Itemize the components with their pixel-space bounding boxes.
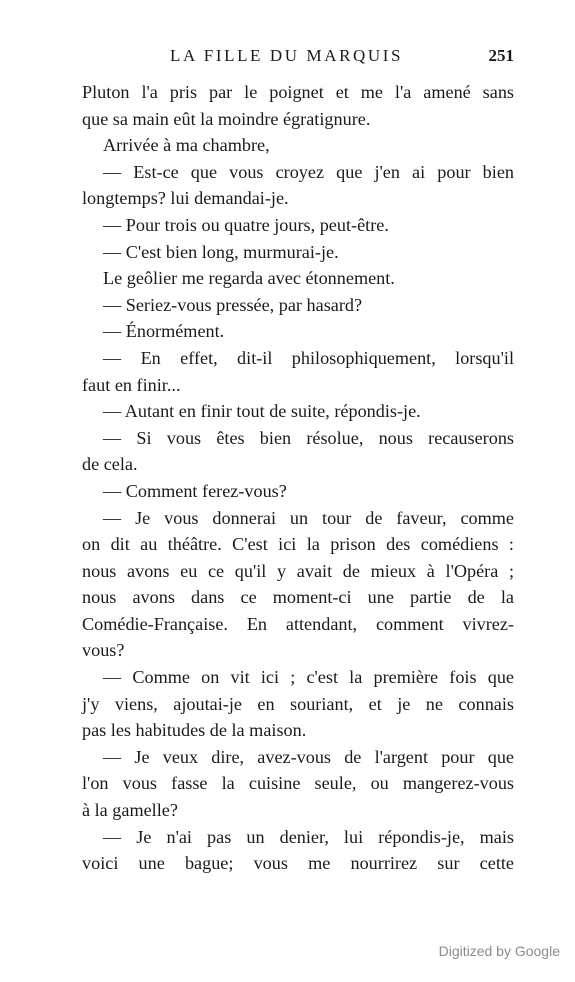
text-line: — Je veux dire, avez-vous de l'argent pour que bbox=[103, 746, 514, 767]
text-line: — C'est bien long, murmurai-je. bbox=[103, 241, 339, 262]
text-line: nous avons dans ce moment-ci une partie de la bbox=[82, 587, 514, 608]
text-line: on dit au théâtre. C'est ici la prison des comédiens : bbox=[82, 534, 514, 555]
text-line: — Seriez-vous pressée, par hasard? bbox=[103, 294, 363, 315]
text-line: — Comme on vit ici ; c'est la première fois que bbox=[103, 667, 514, 688]
text-line: de cela. bbox=[82, 454, 138, 475]
text-line: à la gamelle? bbox=[82, 800, 178, 821]
text-line: — Si vous êtes bien résolue, nous recauserons bbox=[103, 427, 514, 448]
text-line: Le geôlier me regarda avec étonnement. bbox=[103, 268, 395, 289]
text-line: — Énormément. bbox=[103, 321, 225, 342]
text-line: pas les habitudes de la maison. bbox=[82, 720, 307, 741]
text-line: Arrivée à ma chambre, bbox=[103, 135, 270, 156]
text-line: faut en finir... bbox=[82, 374, 181, 395]
text-line: — Je n'ai pas un denier, lui répondis-je, mais bbox=[103, 826, 514, 847]
text-line: Pluton l'a pris par le poignet et me l'a amené sans bbox=[82, 82, 514, 102]
text-line: voici une bague; vous me nourrirez sur cette bbox=[82, 853, 514, 874]
running-title: LA FILLE DU MARQUIS bbox=[170, 46, 404, 65]
text-line: vous? bbox=[82, 640, 125, 661]
text-line: j'y viens, ajoutai-je en souriant, et je ne connais bbox=[82, 693, 514, 714]
text-line: — Je vous donnerai un tour de faveur, comme bbox=[103, 507, 514, 528]
page-number: 251 bbox=[488, 46, 514, 65]
text-line: — Est-ce que vous croyez que j'en ai pour bien bbox=[103, 161, 514, 182]
text-line: — Comment ferez-vous? bbox=[103, 480, 287, 501]
text-line: longtemps? lui demandai-je. bbox=[82, 188, 289, 209]
digitization-watermark: Digitized by Google bbox=[438, 943, 560, 959]
text-line: nous avons eu ce qu'il y avait de mieux à l'Opéra ; bbox=[82, 560, 514, 581]
text-line: — Autant en finir tout de suite, répondis-je. bbox=[103, 401, 421, 422]
text-line: que sa main eût la moindre égratignure. bbox=[82, 108, 371, 129]
page-header bbox=[82, 46, 514, 70]
text-line: — En effet, dit-il philosophiquement, lorsqu'il bbox=[103, 347, 514, 368]
text-line: Comédie-Française. En attendant, comment vivrez- bbox=[82, 613, 514, 634]
body-text bbox=[82, 79, 514, 877]
text-line: l'on vous fasse la cuisine seule, ou mangerez-vous bbox=[82, 773, 514, 794]
text-line: — Pour trois ou quatre jours, peut-être. bbox=[103, 214, 389, 235]
